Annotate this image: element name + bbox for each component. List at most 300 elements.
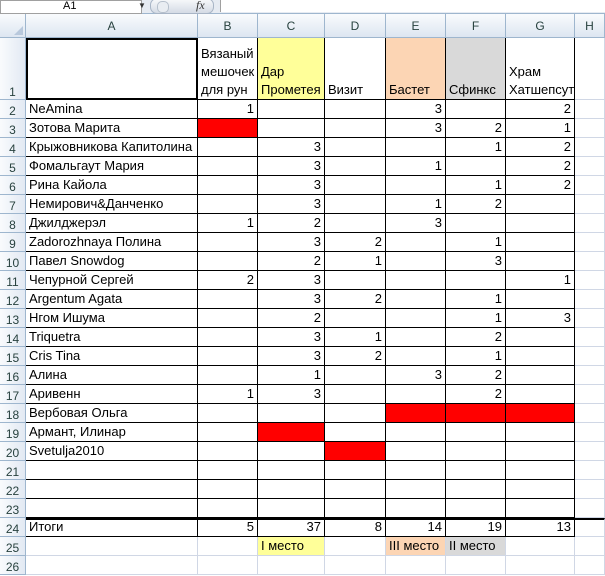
cell-b25[interactable] — [198, 537, 258, 556]
cell-e19[interactable] — [386, 423, 446, 442]
cell-g7[interactable] — [506, 195, 575, 214]
cell-g23[interactable] — [506, 499, 575, 518]
score-value: 2 — [563, 101, 571, 116]
cell-d18[interactable] — [325, 404, 386, 423]
table-row — [0, 499, 605, 518]
cell-b10[interactable] — [198, 252, 258, 271]
cell-e26[interactable] — [386, 556, 446, 575]
cell-f15[interactable] — [446, 347, 506, 366]
cell-c2[interactable] — [258, 100, 325, 119]
cell-g26[interactable] — [506, 556, 575, 575]
score-value: 2 — [494, 329, 502, 344]
cell-c15[interactable] — [258, 347, 325, 366]
score-value: 2 — [494, 367, 502, 382]
cell-f9[interactable] — [446, 233, 506, 252]
cell-b18[interactable] — [198, 404, 258, 423]
cell-c8[interactable] — [258, 214, 325, 233]
cell-f4[interactable] — [446, 138, 506, 157]
cell-d23[interactable] — [325, 499, 386, 518]
cell-a2[interactable] — [26, 100, 198, 119]
table-row — [0, 119, 605, 138]
score-value: 3 — [563, 310, 571, 325]
cell-e6[interactable] — [386, 176, 446, 195]
cell-b23[interactable] — [198, 499, 258, 518]
cell-d1[interactable] — [325, 38, 386, 100]
cell-d4[interactable] — [325, 138, 386, 157]
cell-a25[interactable] — [26, 537, 198, 556]
cell-g13[interactable] — [506, 309, 575, 328]
score-value: 3 — [434, 120, 442, 135]
cell-h2[interactable] — [575, 100, 605, 119]
cell-a24[interactable] — [26, 518, 198, 537]
cell-c17[interactable] — [258, 385, 325, 404]
cell-a19[interactable] — [26, 423, 198, 442]
cell-d21[interactable] — [325, 461, 386, 480]
cell-g25[interactable] — [506, 537, 575, 556]
cell-h16[interactable] — [575, 366, 605, 385]
cell-f26[interactable] — [446, 556, 506, 575]
table-row — [0, 176, 605, 195]
cell-c1[interactable] — [258, 38, 325, 100]
score-value: 1 — [434, 196, 442, 211]
cell-b15[interactable] — [198, 347, 258, 366]
participant-name: Зотова Марита — [29, 120, 121, 135]
score-value: 2 — [563, 158, 571, 173]
cell-g1[interactable] — [506, 38, 575, 100]
cell-c12[interactable] — [258, 290, 325, 309]
cell-h5[interactable] — [575, 157, 605, 176]
cell-h14[interactable] — [575, 328, 605, 347]
cell-h19[interactable] — [575, 423, 605, 442]
cell-f18[interactable] — [446, 404, 506, 423]
cell-b8[interactable] — [198, 214, 258, 233]
cell-b20[interactable] — [198, 442, 258, 461]
cell-b14[interactable] — [198, 328, 258, 347]
cell-a14[interactable] — [26, 328, 198, 347]
participant-name: Чепурной Сергей — [29, 272, 134, 287]
cell-e11[interactable] — [386, 271, 446, 290]
cell-a6[interactable] — [26, 176, 198, 195]
select-all-corner[interactable] — [0, 14, 26, 38]
cell-h24[interactable] — [575, 518, 605, 537]
cell-a10[interactable] — [26, 252, 198, 271]
cell-h12[interactable] — [575, 290, 605, 309]
cell-g5[interactable] — [506, 157, 575, 176]
cell-c20[interactable] — [258, 442, 325, 461]
cell-e22[interactable] — [386, 480, 446, 499]
row-header-18[interactable]: 18 — [0, 404, 26, 423]
table-row — [0, 157, 605, 176]
table-row — [0, 423, 605, 442]
row-header-7[interactable]: 7 — [0, 195, 26, 214]
score-value: 3 — [434, 101, 442, 116]
cell-a22[interactable] — [26, 480, 198, 499]
cell-e23[interactable] — [386, 499, 446, 518]
row-header-9[interactable]: 9 — [0, 233, 26, 252]
cell-g11[interactable] — [506, 271, 575, 290]
cell-d16[interactable] — [325, 366, 386, 385]
cell-g6[interactable] — [506, 176, 575, 195]
cell-h20[interactable] — [575, 442, 605, 461]
cell-c6[interactable] — [258, 176, 325, 195]
cell-b1[interactable] — [198, 38, 258, 100]
cell-a26[interactable] — [26, 556, 198, 575]
cell-d25[interactable] — [325, 537, 386, 556]
cell-b13[interactable] — [198, 309, 258, 328]
cell-f24[interactable] — [446, 518, 506, 537]
cell-f17[interactable] — [446, 385, 506, 404]
cell-d20[interactable] — [325, 442, 386, 461]
cell-a23[interactable] — [26, 499, 198, 518]
cell-a8[interactable] — [26, 214, 198, 233]
cell-f7[interactable] — [446, 195, 506, 214]
cell-b5[interactable] — [198, 157, 258, 176]
score-value: 1 — [246, 215, 254, 230]
cell-b6[interactable] — [198, 176, 258, 195]
cell-b21[interactable] — [198, 461, 258, 480]
row-header-11[interactable]: 11 — [0, 271, 26, 290]
score-value: 1 — [494, 177, 502, 192]
row-header-8[interactable]: 8 — [0, 214, 26, 233]
cell-c24[interactable] — [258, 518, 325, 537]
cell-d10[interactable] — [325, 252, 386, 271]
cell-b22[interactable] — [198, 480, 258, 499]
score-value: 3 — [313, 329, 321, 344]
score-value: 3 — [313, 158, 321, 173]
cell-f3[interactable] — [446, 119, 506, 138]
cell-h11[interactable] — [575, 271, 605, 290]
cell-e3[interactable] — [386, 119, 446, 138]
cell-h3[interactable] — [575, 119, 605, 138]
cell-f12[interactable] — [446, 290, 506, 309]
cell-b4[interactable] — [198, 138, 258, 157]
cell-h6[interactable] — [575, 176, 605, 195]
row-header-26[interactable]: 26 — [0, 556, 26, 575]
cell-e8[interactable] — [386, 214, 446, 233]
column-title-d: Визит — [328, 82, 364, 97]
place-label: II место — [449, 538, 496, 553]
score-value: 2 — [246, 272, 254, 287]
cell-d2[interactable] — [325, 100, 386, 119]
cell-b19[interactable] — [198, 423, 258, 442]
cell-d22[interactable] — [325, 480, 386, 499]
cell-a9[interactable] — [26, 233, 198, 252]
cell-a16[interactable] — [26, 366, 198, 385]
column-header-d[interactable]: D — [325, 14, 386, 38]
row-header-24[interactable]: 24 — [0, 518, 26, 537]
score-value: 8 — [374, 519, 382, 534]
cell-f25[interactable] — [446, 537, 506, 556]
column-header-a[interactable]: A — [26, 14, 198, 38]
row-header-16[interactable]: 16 — [0, 366, 26, 385]
row-header-6[interactable]: 6 — [0, 176, 26, 195]
cell-e13[interactable] — [386, 309, 446, 328]
cell-c13[interactable] — [258, 309, 325, 328]
cell-a11[interactable] — [26, 271, 198, 290]
row-header-12[interactable]: 12 — [0, 290, 26, 309]
cell-g24[interactable] — [506, 518, 575, 537]
cell-d11[interactable] — [325, 271, 386, 290]
cell-e5[interactable] — [386, 157, 446, 176]
cell-e14[interactable] — [386, 328, 446, 347]
cell-g8[interactable] — [506, 214, 575, 233]
score-value: 2 — [313, 215, 321, 230]
row-header-1[interactable]: 1 — [0, 38, 26, 100]
row-header-19[interactable]: 19 — [0, 423, 26, 442]
row-header-3[interactable]: 3 — [0, 119, 26, 138]
cell-a20[interactable] — [26, 442, 198, 461]
cell-c9[interactable] — [258, 233, 325, 252]
cell-c21[interactable] — [258, 461, 325, 480]
cell-a12[interactable] — [26, 290, 198, 309]
row-header-4[interactable]: 4 — [0, 138, 26, 157]
cell-g22[interactable] — [506, 480, 575, 499]
cell-e16[interactable] — [386, 366, 446, 385]
cell-e17[interactable] — [386, 385, 446, 404]
cell-f20[interactable] — [446, 442, 506, 461]
cell-e15[interactable] — [386, 347, 446, 366]
score-value: 2 — [374, 291, 382, 306]
cell-f8[interactable] — [446, 214, 506, 233]
cell-c3[interactable] — [258, 119, 325, 138]
cell-d8[interactable] — [325, 214, 386, 233]
column-header-b[interactable]: B — [198, 14, 258, 38]
cell-c25[interactable] — [258, 537, 325, 556]
cell-e7[interactable] — [386, 195, 446, 214]
cell-d7[interactable] — [325, 195, 386, 214]
cell-g19[interactable] — [506, 423, 575, 442]
cell-d15[interactable] — [325, 347, 386, 366]
participant-name: Крыжовникова Капитолина — [29, 139, 193, 154]
cell-f13[interactable] — [446, 309, 506, 328]
participant-name: Svetulja2010 — [29, 443, 105, 458]
score-value: 14 — [427, 519, 442, 534]
cell-h22[interactable] — [575, 480, 605, 499]
cell-a4[interactable] — [26, 138, 198, 157]
cell-h13[interactable] — [575, 309, 605, 328]
cell-h8[interactable] — [575, 214, 605, 233]
cell-g10[interactable] — [506, 252, 575, 271]
cell-c7[interactable] — [258, 195, 325, 214]
cell-b17[interactable] — [198, 385, 258, 404]
participant-name: Фомальгаут Мария — [29, 158, 144, 173]
cell-c10[interactable] — [258, 252, 325, 271]
row-header-2[interactable]: 2 — [0, 100, 26, 119]
cell-h7[interactable] — [575, 195, 605, 214]
cell-e10[interactable] — [386, 252, 446, 271]
cell-f11[interactable] — [446, 271, 506, 290]
cell-c14[interactable] — [258, 328, 325, 347]
cell-f5[interactable] — [446, 157, 506, 176]
participant-name: Армант, Илинар — [29, 424, 126, 439]
place-label: III место — [389, 538, 440, 553]
cell-h9[interactable] — [575, 233, 605, 252]
formula-input[interactable] — [220, 0, 605, 12]
cell-c11[interactable] — [258, 271, 325, 290]
cell-c18[interactable] — [258, 404, 325, 423]
cell-g3[interactable] — [506, 119, 575, 138]
cell-g17[interactable] — [506, 385, 575, 404]
formula-bar — [0, 0, 605, 14]
cell-b9[interactable] — [198, 233, 258, 252]
cell-d26[interactable] — [325, 556, 386, 575]
cell-c26[interactable] — [258, 556, 325, 575]
cell-a1[interactable] — [26, 38, 198, 100]
cell-f2[interactable] — [446, 100, 506, 119]
cell-e4[interactable] — [386, 138, 446, 157]
cell-h21[interactable] — [575, 461, 605, 480]
row-header-10[interactable]: 10 — [0, 252, 26, 271]
cell-b12[interactable] — [198, 290, 258, 309]
name-box[interactable] — [0, 0, 142, 14]
cell-h10[interactable] — [575, 252, 605, 271]
cell-e24[interactable] — [386, 518, 446, 537]
column-header-f[interactable]: F — [446, 14, 506, 38]
cell-h26[interactable] — [575, 556, 605, 575]
table-row — [0, 537, 605, 556]
cell-f6[interactable] — [446, 176, 506, 195]
cell-g15[interactable] — [506, 347, 575, 366]
cell-g21[interactable] — [506, 461, 575, 480]
cell-d6[interactable] — [325, 176, 386, 195]
participant-name: Cris Tina — [29, 348, 81, 363]
cell-e25[interactable] — [386, 537, 446, 556]
cell-f14[interactable] — [446, 328, 506, 347]
cell-e18[interactable] — [386, 404, 446, 423]
cell-f21[interactable] — [446, 461, 506, 480]
cell-h25[interactable] — [575, 537, 605, 556]
insert-function-icon[interactable]: fx — [196, 0, 205, 12]
cell-d19[interactable] — [325, 423, 386, 442]
cell-d17[interactable] — [325, 385, 386, 404]
column-title-g: Храм Хатшепсут — [509, 64, 575, 97]
cell-b2[interactable] — [198, 100, 258, 119]
cell-a5[interactable] — [26, 157, 198, 176]
cell-c16[interactable] — [258, 366, 325, 385]
cell-e1[interactable] — [386, 38, 446, 100]
cell-h1[interactable] — [575, 38, 605, 100]
row-header-21[interactable]: 21 — [0, 461, 26, 480]
participant-name: Алина — [29, 367, 67, 382]
column-header-c[interactable]: C — [258, 14, 325, 38]
cell-g2[interactable] — [506, 100, 575, 119]
score-value: 3 — [313, 348, 321, 363]
column-title-f: Сфинкс — [449, 82, 496, 97]
participant-name: Zadorozhnaya Полина — [29, 234, 162, 249]
cell-f10[interactable] — [446, 252, 506, 271]
cell-g9[interactable] — [506, 233, 575, 252]
cell-b11[interactable] — [198, 271, 258, 290]
cell-f22[interactable] — [446, 480, 506, 499]
cell-d3[interactable] — [325, 119, 386, 138]
cell-c19[interactable] — [258, 423, 325, 442]
row-header-25[interactable]: 25 — [0, 537, 26, 556]
cell-f19[interactable] — [446, 423, 506, 442]
score-value: 3 — [313, 139, 321, 154]
cell-d13[interactable] — [325, 309, 386, 328]
row-header-5[interactable]: 5 — [0, 157, 26, 176]
cell-c23[interactable] — [258, 499, 325, 518]
score-value: 2 — [563, 177, 571, 192]
cell-f1[interactable] — [446, 38, 506, 100]
cell-c4[interactable] — [258, 138, 325, 157]
cell-e21[interactable] — [386, 461, 446, 480]
cell-b3[interactable] — [198, 119, 258, 138]
cell-h23[interactable] — [575, 499, 605, 518]
cell-h15[interactable] — [575, 347, 605, 366]
score-value: 3 — [434, 367, 442, 382]
column-header-e[interactable]: E — [386, 14, 446, 38]
cell-h4[interactable] — [575, 138, 605, 157]
cell-b26[interactable] — [198, 556, 258, 575]
cell-d5[interactable] — [325, 157, 386, 176]
participant-name: Argentum Agata — [29, 291, 123, 306]
column-header-h[interactable]: H — [575, 14, 605, 38]
cell-c5[interactable] — [258, 157, 325, 176]
cell-a7[interactable] — [26, 195, 198, 214]
row-header-22[interactable]: 22 — [0, 480, 26, 499]
chevron-down-icon[interactable]: ▼ — [138, 1, 146, 10]
cell-a21[interactable] — [26, 461, 198, 480]
cell-g4[interactable] — [506, 138, 575, 157]
cell-g16[interactable] — [506, 366, 575, 385]
cell-e2[interactable] — [386, 100, 446, 119]
cell-c22[interactable] — [258, 480, 325, 499]
cell-a3[interactable] — [26, 119, 198, 138]
score-value: 5 — [246, 519, 254, 534]
cell-g18[interactable] — [506, 404, 575, 423]
score-value: 1 — [313, 367, 321, 382]
table-row — [0, 518, 605, 537]
score-value: 1 — [246, 101, 254, 116]
row-header-20[interactable]: 20 — [0, 442, 26, 461]
cell-f23[interactable] — [446, 499, 506, 518]
score-value: 3 — [313, 291, 321, 306]
table-row — [0, 233, 605, 252]
cell-d12[interactable] — [325, 290, 386, 309]
row-header-14[interactable]: 14 — [0, 328, 26, 347]
row-header-13[interactable]: 13 — [0, 309, 26, 328]
cell-e12[interactable] — [386, 290, 446, 309]
cell-e20[interactable] — [386, 442, 446, 461]
column-header-g[interactable]: G — [506, 14, 575, 38]
cell-g14[interactable] — [506, 328, 575, 347]
cell-d14[interactable] — [325, 328, 386, 347]
cell-a17[interactable] — [26, 385, 198, 404]
cell-g20[interactable] — [506, 442, 575, 461]
cell-d9[interactable] — [325, 233, 386, 252]
cell-g12[interactable] — [506, 290, 575, 309]
cell-a15[interactable] — [26, 347, 198, 366]
cell-a18[interactable] — [26, 404, 198, 423]
cell-b16[interactable] — [198, 366, 258, 385]
cell-h18[interactable] — [575, 404, 605, 423]
score-value: 1 — [563, 272, 571, 287]
cell-d24[interactable] — [325, 518, 386, 537]
row-header-15[interactable]: 15 — [0, 347, 26, 366]
participant-name: NeAmina — [29, 101, 83, 116]
cell-h17[interactable] — [575, 385, 605, 404]
row-header-17[interactable]: 17 — [0, 385, 26, 404]
cell-f16[interactable] — [446, 366, 506, 385]
cell-a13[interactable] — [26, 309, 198, 328]
cell-e9[interactable] — [386, 233, 446, 252]
cell-b7[interactable] — [198, 195, 258, 214]
table-row — [0, 366, 605, 385]
table-row — [0, 271, 605, 290]
cell-b24[interactable] — [198, 518, 258, 537]
row-header-23[interactable]: 23 — [0, 499, 26, 518]
